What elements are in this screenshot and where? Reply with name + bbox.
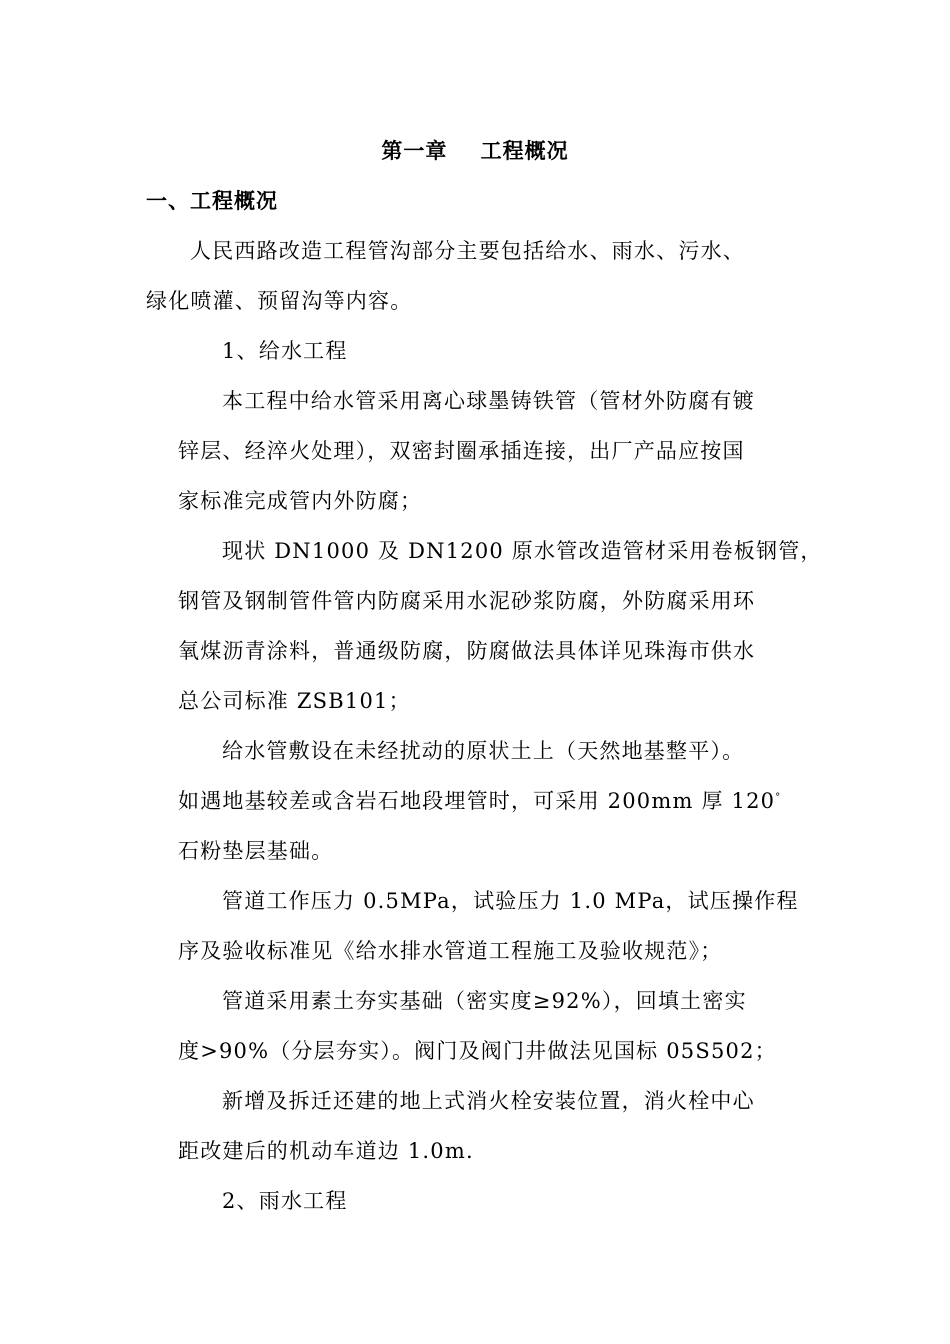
chapter-title: 第一章 工程概况 <box>381 138 569 163</box>
hydrant-line-1: 新增及拆迁还建的地上式消火栓安装位置，消火栓中心 <box>222 1089 755 1113</box>
pipe-material-line-1: 本工程中给水管采用离心球墨铸铁管（管材外防腐有镀 <box>222 389 755 413</box>
laying-line-2 <box>178 786 781 816</box>
intro-line-2: 绿化喷灌、预留沟等内容。 <box>146 289 413 313</box>
intro-line-1: 人民西路改造工程管沟部分主要包括给水、雨水、污水、 <box>190 239 745 263</box>
raw-water-line-4: 总公司标准 ZSB101； <box>178 689 411 713</box>
subsection-1-title: 1、给水工程 <box>222 339 348 363</box>
raw-water-line-3: 氧煤沥青涂料，普通级防腐，防腐做法具体详见珠海市供水 <box>178 639 756 663</box>
pipe-material-line-3: 家标准完成管内外防腐； <box>178 489 423 513</box>
foundation-line-1: 管道采用素土夯实基础（密实度≥92%），回填土密实 <box>222 989 747 1013</box>
foundation-line-2: 度>90%（分层夯实）。阀门及阀门井做法见国标 05S502； <box>178 1039 777 1063</box>
raw-water-line-1: 现状 DN1000 及 DN1200 原水管改造管材采用卷板钢管， <box>222 539 823 563</box>
subsection-2-title: 2、雨水工程 <box>222 1189 348 1213</box>
pressure-line-1: 管道工作压力 0.5MPa，试验压力 1.0 MPa，试压操作程 <box>222 889 799 913</box>
laying-line-1: 给水管敷设在未经扰动的原状土上（天然地基整平）。 <box>222 739 745 763</box>
raw-water-line-2: 钢管及钢制管件管内防腐采用水泥砂浆防腐，外防腐采用环 <box>178 589 756 613</box>
laying-line-2-text: 如遇地基较差或含岩石地段埋管时，可采用 200mm 厚 120 <box>178 789 776 813</box>
laying-line-3: 石粉垫层基础。 <box>178 839 334 863</box>
pipe-material-line-2: 锌层、经淬火处理），双密封圈承插连接，出厂产品应按国 <box>178 439 745 463</box>
pressure-line-2: 序及验收标准见《给水排水管道工程施工及验收规范》； <box>178 939 723 963</box>
hydrant-line-2: 距改建后的机动车道边 1.0m. <box>178 1139 474 1163</box>
section-heading: 一、工程概况 <box>146 188 278 213</box>
degree-mark: ° <box>775 792 782 803</box>
